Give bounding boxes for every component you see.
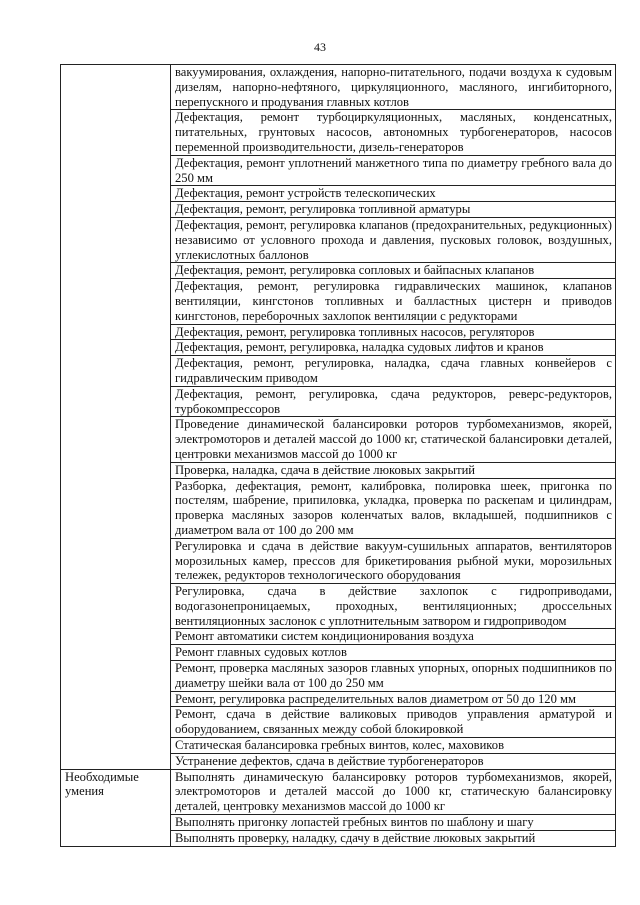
list-item: Ремонт автоматики систем кондиционирования воздуха [171, 629, 615, 645]
row-label-skills: Необходимые умения [61, 769, 171, 846]
list-item: Выполнять пригонку лопастей гребных винтов по шаблону и шагу [171, 815, 615, 831]
row-label [61, 65, 171, 770]
list-item: Дефектация, ремонт, регулировка сопловых и байпасных клапанов [171, 263, 615, 279]
list-item: Ремонт, регулировка распределительных валов диаметром от 50 до 120 мм [171, 692, 615, 708]
skills-table [60, 64, 616, 847]
list-item: Дефектация, ремонт, регулировка топливной арматуры [171, 202, 615, 218]
list-item: Ремонт главных судовых котлов [171, 645, 615, 661]
list-item: Дефектация, ремонт, регулировка, наладка, сдача главных конвейеров с гидравлическим приводом [171, 356, 615, 387]
list-item: Дефектация, ремонт, регулировка клапанов (предохранительных, редукционных) независимо от условного прохода и давления, пусковых головок, воздушных, углекислотных баллонов [171, 218, 615, 263]
list-item: Дефектация, ремонт устройств телескопических [171, 186, 615, 202]
list-item: Выполнять динамическую балансировку роторов турбомеханизмов, якорей, электромоторов и деталей массой до 1000 кг, статическую балансировку деталей, центровку механизмов массой до 1000 кг [171, 770, 615, 815]
page-number: 43 [314, 40, 326, 54]
skills-cell [171, 769, 616, 846]
list-item: вакуумирования, охлаждения, напорно-питательного, подачи воздуха к судовым дизелям, напорно-нефтяного, циркуляционного, масляного, ингибиторного, перепускного и продувания главных котлов [171, 65, 615, 110]
list-item: Проведение динамической балансировки роторов турбомеханизмов, якорей, электромоторов и деталей массой до 1000 кг, статической балансировки деталей, центровки механизмов массой до 1000 кг [171, 417, 615, 462]
list-item: Ремонт, проверка масляных зазоров главных упорных, опорных подшипников по диаметру шейки вала от 100 до 250 мм [171, 661, 615, 692]
table-row [61, 769, 616, 846]
list-item: Регулировка, сдача в действие захлопок с гидроприводами, водогазонепроницаемых, проходных, вентиляционных; дроссельных вентиляционных заслонок с уплотнительным затвором и гидроприводом [171, 584, 615, 629]
list-item: Разборка, дефектация, ремонт, калибровка, полировка шеек, пригонка по постелям, шабрение, припиловка, укладка, проверка по раскепам и цилиндрам, проверка масляных зазоров коленчатых валов, вкладышей, подшипников с диаметром вала от 100 до 200 мм [171, 479, 615, 539]
list-item: Проверка, наладка, сдача в действие люковых закрытий [171, 463, 615, 479]
list-item: Дефектация, ремонт, регулировка гидравлических машинок, клапанов вентиляции, кингстонов топливных и балластных цистерн и приводов кингстонов, переборочных захлопок вентиляции с редукторами [171, 279, 615, 324]
list-item: Регулировка и сдача в действие вакуум-сушильных аппаратов, вентиляторов морозильных камер, прессов для брикетирования рыбной муки, морозильных тележек, редукторов технологического оборудования [171, 539, 615, 584]
list-item: Дефектация, ремонт турбоциркуляционных, масляных, конденсатных, питательных, грунтовых насосов, автономных турбогенераторов, насосов переменной производительности, дизель-генераторов [171, 110, 615, 155]
list-item: Ремонт, сдача в действие валиковых приводов управления арматурой и оборудованием, связанных между собой блокировкой [171, 707, 615, 738]
list-item: Дефектация, ремонт, регулировка топливных насосов, регуляторов [171, 325, 615, 341]
list-item: Дефектация, ремонт, регулировка, наладка судовых лифтов и кранов [171, 340, 615, 356]
list-item: Дефектация, ремонт уплотнений манжетного типа по диаметру гребного вала до 250 мм [171, 156, 615, 187]
list-item: Устранение дефектов, сдача в действие турбогенераторов [175, 753, 484, 768]
list-item: Дефектация, ремонт, регулировка, сдача редукторов, реверс-редукторов, турбокомпрессоров [171, 387, 615, 418]
table-row [61, 65, 616, 770]
list-item: Выполнять проверку, наладку, сдачу в действие люковых закрытий [175, 830, 536, 845]
list-item: Статическая балансировка гребных винтов, колес, маховиков [171, 738, 615, 754]
work-actions-cell [171, 65, 616, 770]
